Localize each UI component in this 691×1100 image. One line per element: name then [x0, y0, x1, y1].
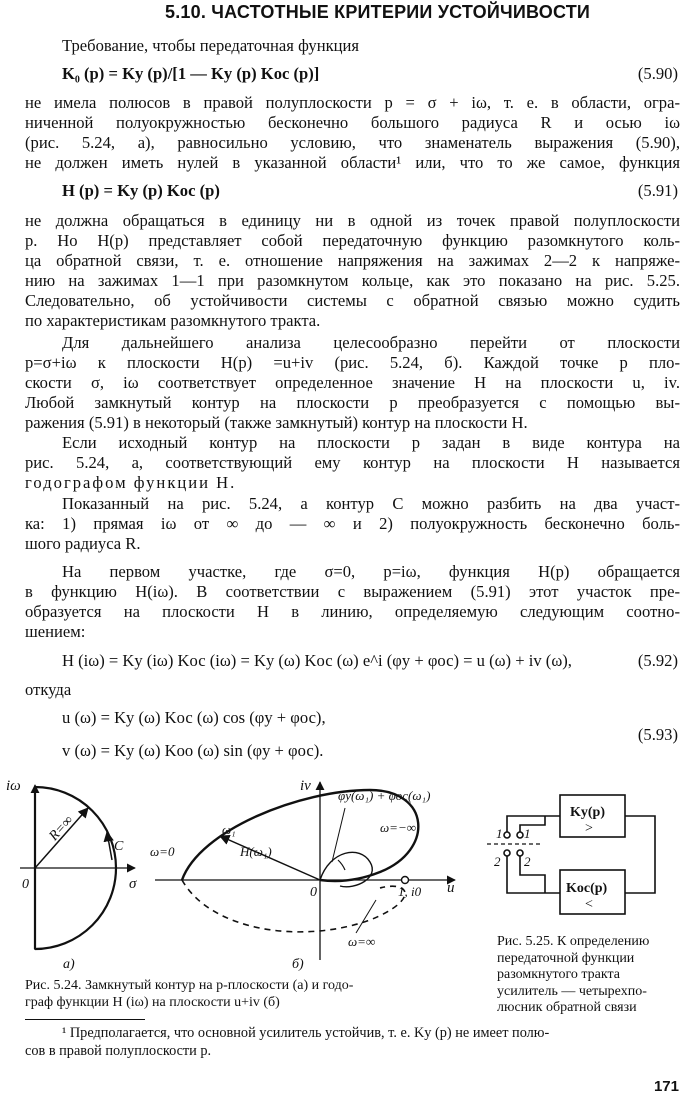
point-1-i0-label: 1, i0: [398, 884, 422, 899]
caption-line: люсник обратной связи: [497, 1000, 637, 1015]
text-line: не должна обращаться в единицу ни в одной из точек правой полуплоскости: [25, 211, 680, 230]
y-axis-label: iv: [300, 778, 311, 794]
figure-5-25-caption: [497, 934, 687, 1017]
right-wire-top: [625, 816, 655, 893]
footnote: [25, 1024, 685, 1060]
figure-5-25: [487, 795, 655, 914]
text-line: На первом участке, где σ=0, p=iω, функция H(p) обращается: [62, 562, 680, 581]
y-axis-label: iω: [6, 778, 21, 794]
figure-5-24a: [6, 778, 137, 972]
omega-zero-label: ω=0: [150, 844, 175, 859]
text-line: образуется на плоскости H в линию, определяемую следующим соотно-: [25, 602, 680, 621]
terminal-1a-label: 1: [496, 826, 503, 841]
equation-5-91-number: (5.91): [637, 181, 678, 200]
footnote-line: сов в правой полуплоскости p.: [25, 1043, 212, 1059]
terminal-1b: [517, 832, 523, 838]
text-line: годографом функции H.: [25, 473, 237, 492]
text-line: не имела полюсов в правой полуплоскости p = σ + iω, т. е. в области, огра-: [25, 93, 680, 112]
text-line: ражения (5.91) в некоторый (также замкнутый) контур на плоскости H.: [25, 413, 528, 432]
caption-line: Рис. 5.25. К определению: [497, 934, 650, 949]
h-vector-label: H(ω₁): [240, 844, 272, 859]
text-line: шением:: [25, 622, 86, 641]
terminal-2b: [517, 850, 523, 856]
x-axis-label: u: [447, 880, 455, 896]
text-line: Показанный на рис. 5.24, а контур C можно разбить на два участ-: [62, 494, 680, 513]
footnote-rule: [25, 1019, 145, 1020]
text-line: ниченной полуокружностью бесконечно большого радиуса R и осью iω: [25, 113, 680, 132]
omega-inf-label: ω=∞: [348, 934, 376, 949]
omega-inf-leader: [356, 900, 376, 933]
caption-line: передаточной функции: [497, 950, 635, 966]
equation-5-90-number: (5.90): [637, 64, 678, 83]
omega1-label: ω₁: [222, 822, 236, 837]
hodograph-lower: [182, 880, 405, 932]
caption-line: разомкнутого тракта: [497, 967, 620, 982]
otkuda-word: откуда: [25, 680, 72, 699]
text-line: Следовательно, об устойчивости системы с обратной связью можно судить: [25, 291, 680, 310]
bottom-box-label: Kос(p): [566, 881, 608, 896]
radius-label: R=∞: [46, 813, 77, 844]
section-heading: 5.10. ЧАСТОТНЫЕ КРИТЕРИИ УСТОЙЧИВОСТИ: [165, 2, 591, 22]
text-line: p. Но H(p) представляет собой передаточную функцию разомкнутого коль-: [25, 231, 680, 250]
terminal-1b-label: 1: [524, 826, 531, 841]
terminal-2a-label: 2: [494, 854, 501, 869]
text-line: в функцию H(iω). В соответствии с выражением (5.91) этот участок пре-: [25, 582, 680, 601]
equation-5-93-number: (5.93): [637, 725, 678, 744]
terminal-2b-label: 2: [524, 854, 531, 869]
text-line: ца обратной связи, т. е. отношение напряжения на зажимах 2—2 к напряже-: [25, 251, 680, 270]
text-line: p=σ+iω к плоскости H(p) =u+iv (рис. 5.24, б). Каждой точке p пло-: [25, 353, 680, 372]
figure-5-24-caption: [25, 978, 470, 1011]
footnote-line: ¹ Предполагается, что основной усилитель устойчив, т. е. Kу (p) не имеет полю-: [62, 1025, 550, 1041]
terminal-1a: [504, 832, 510, 838]
text-line: рис. 5.24, а, соответствующий ему контур на плоскости H называется: [25, 453, 680, 472]
terminal-2a: [504, 850, 510, 856]
equation-5-93-v: v (ω) = Kу (ω) Kоо (ω) sin (φу + φос).: [62, 741, 324, 760]
figure-5-24b: [150, 778, 455, 972]
text-line: (рис. 5.24, а), равносильно условию, что знаменатель выражения (5.90),: [25, 133, 680, 152]
phase-label: φу(ω₁) + φос(ω₁): [338, 788, 431, 803]
phase-arc: [338, 860, 345, 870]
text-line: скости σ, iω соответствует определенное значение H на плоскости u, iv.: [25, 373, 680, 392]
bottom-left-wire: [507, 853, 560, 893]
text-line: шого радиуса R.: [25, 534, 141, 553]
top-box-arrow: >: [585, 821, 593, 836]
caption-line: граф функции H (iω) на плоскости u+iv (б): [25, 994, 280, 1010]
text-line: ка: 1) прямая iω от ∞ до — ∞ и 2) полуокружность бесконечно боль-: [25, 514, 680, 533]
equation-5-91: H (p) = Kу (p) Kос (p): [62, 181, 220, 200]
hodograph-upper: [182, 790, 418, 881]
top-box-label: Kу(p): [570, 805, 605, 820]
text-line: Для дальнейшего анализа целесообразно перейти от плоскости: [62, 333, 680, 352]
caption-line: Рис. 5.24. Замкнутый контур на p-плоскости (а) и годо-: [25, 978, 354, 993]
omega-minus-inf-label: ω=−∞: [380, 820, 416, 835]
equation-5-92-number: (5.92): [637, 651, 678, 670]
page-number: 171: [653, 1078, 679, 1095]
intro-line: Требование, чтобы передаточная функция: [62, 36, 360, 55]
equation-5-92: H (iω) = Kу (iω) Kос (iω) = Kу (ω) Kос (ω) e^i (φу + φос) = u (ω) + iv (ω),: [62, 651, 572, 670]
fig-b-label: б): [292, 957, 304, 972]
point-1-i0: [402, 877, 409, 884]
equation-5-93-u: u (ω) = Kу (ω) Kос (ω) cos (φу + φос),: [62, 708, 326, 727]
bottom-box-arrow: <: [585, 897, 593, 912]
origin-label: 0: [310, 885, 317, 900]
text-line: Если исходный контур на плоскости p задан в виде контура на: [62, 433, 680, 452]
text-line: не должен иметь нулей в указанной области¹ или, что то же самое, функция: [25, 153, 680, 172]
text-line: Любой замкнутый контур на плоскости p преобразуется с помощью вы-: [25, 393, 680, 412]
text-line: нию на зажимах 1—1 при разомкнутом кольце, как это показано на рис. 5.25.: [25, 271, 680, 290]
fig-a-label: а): [63, 957, 75, 972]
contour-label: C: [114, 839, 124, 854]
equation-5-90: K₀ (p) = Kу (p)/[1 — Kу (p) Kос (p)]: [62, 64, 320, 83]
caption-line: усилитель — четырехпо-: [497, 983, 647, 999]
x-axis-label: σ: [129, 876, 137, 892]
text-line: по характеристикам разомкнутого тракта.: [25, 311, 321, 330]
origin-label: 0: [22, 877, 29, 892]
